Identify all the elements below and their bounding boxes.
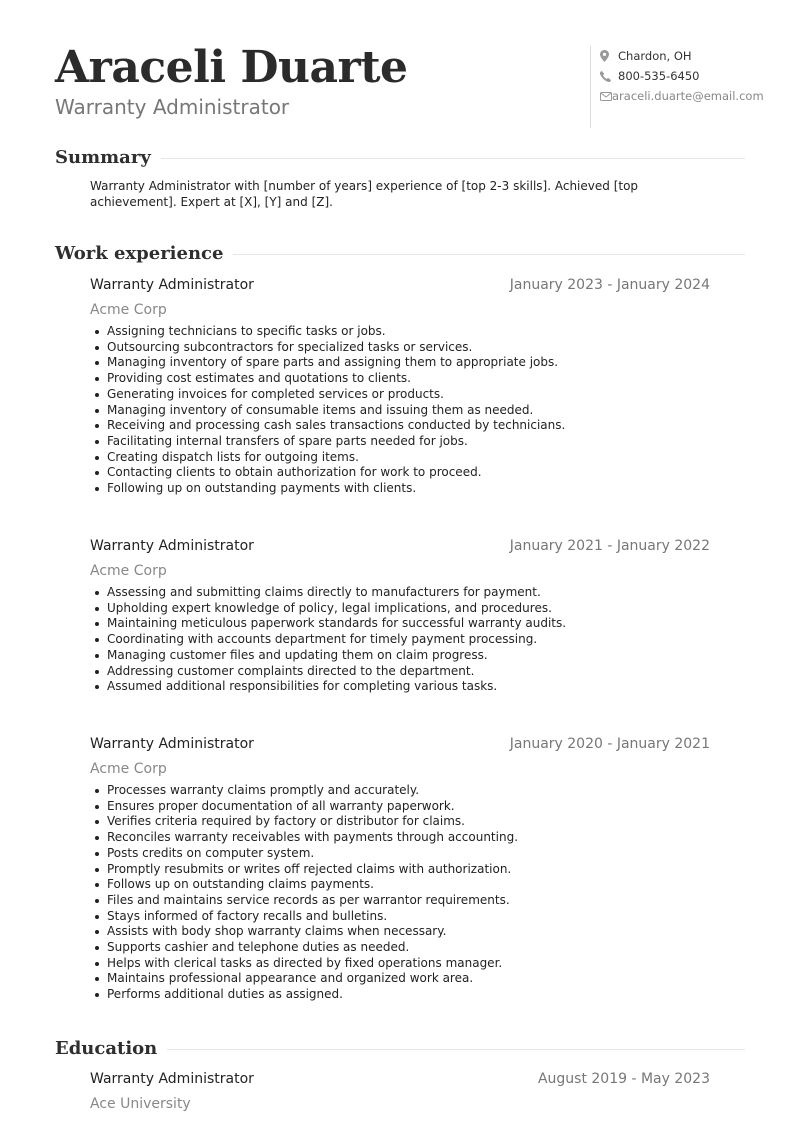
school-name: Ace University <box>90 1096 191 1112</box>
location-text: Chardon, OH <box>618 49 692 63</box>
education-heading: Education <box>55 1038 158 1059</box>
email-link[interactable]: araceli.duarte@email.com <box>612 89 764 103</box>
summary-text: Warranty Administrator with [number of years] experience of [top 2-3 skills]. Achieved [top achievement]. Expert at [X], [Y] and [Z]. <box>90 179 639 209</box>
list-item: Promptly resubmits or writes off rejected claims with authorization. <box>90 862 710 878</box>
work-heading: Work experience <box>55 243 224 264</box>
job-entry <box>90 536 710 695</box>
job-bullets <box>90 783 710 1003</box>
list-item: Performs additional duties as assigned. <box>90 987 710 1003</box>
section-divider <box>161 158 745 159</box>
resume-header <box>55 40 764 130</box>
job-title: Warranty Administrator <box>90 277 254 293</box>
list-item: Follows up on outstanding claims payments. <box>90 877 710 893</box>
section-divider <box>167 1049 745 1050</box>
map-pin-icon <box>600 50 618 62</box>
list-item: Upholding expert knowledge of policy, legal implications, and procedures. <box>90 601 710 617</box>
list-item: Posts credits on computer system. <box>90 846 710 862</box>
list-item: Assumed additional responsibilities for completing various tasks. <box>90 679 710 695</box>
job-company: Acme Corp <box>90 302 167 318</box>
job-bullets <box>90 324 710 497</box>
job-dates: January 2023 - January 2024 <box>509 277 710 293</box>
job-bullets <box>90 585 710 695</box>
list-item: Processes warranty claims promptly and accurately. <box>90 783 710 799</box>
list-item: Addressing customer complaints directed to the department. <box>90 664 710 680</box>
list-item: Assists with body shop warranty claims when necessary. <box>90 924 710 940</box>
contact-block <box>590 46 764 128</box>
contact-phone <box>600 66 760 86</box>
list-item: Stays informed of factory recalls and bulletins. <box>90 909 710 925</box>
job-company: Acme Corp <box>90 563 167 579</box>
summary-heading: Summary <box>55 147 151 168</box>
list-item: Files and maintains service records as per warrantor requirements. <box>90 893 710 909</box>
phone-text: 800-535-6450 <box>618 69 700 83</box>
list-item: Facilitating internal transfers of spare parts needed for jobs. <box>90 434 710 450</box>
list-item: Receiving and processing cash sales transactions conducted by technicians. <box>90 418 710 434</box>
education-entry <box>90 1069 710 1118</box>
mail-icon <box>600 92 612 101</box>
education-dates: August 2019 - May 2023 <box>537 1071 710 1087</box>
contact-email <box>600 86 764 106</box>
job-title: Warranty Administrator <box>90 736 254 752</box>
list-item: Assigning technicians to specific tasks or jobs. <box>90 324 710 340</box>
list-item: Creating dispatch lists for outgoing items. <box>90 450 710 466</box>
list-item: Assessing and submitting claims directly to manufacturers for payment. <box>90 585 710 601</box>
list-item: Contacting clients to obtain authorization for work to proceed. <box>90 465 710 481</box>
list-item: Managing inventory of consumable items and issuing them as needed. <box>90 403 710 419</box>
list-item: Reconciles warranty receivables with payments through accounting. <box>90 830 710 846</box>
list-item: Managing customer files and updating them on claim progress. <box>90 648 710 664</box>
list-item: Verifies criteria required by factory or distributor for claims. <box>90 814 710 830</box>
job-title: Warranty Administrator <box>90 538 254 554</box>
list-item: Managing inventory of spare parts and assigning them to appropriate jobs. <box>90 355 710 371</box>
job-entry <box>90 734 710 1003</box>
work-section-header <box>55 242 745 266</box>
education-section-header <box>55 1037 745 1061</box>
job-company: Acme Corp <box>90 761 167 777</box>
section-divider <box>233 254 745 255</box>
list-item: Outsourcing subcontractors for specialized tasks or services. <box>90 340 710 356</box>
job-entry <box>90 275 710 497</box>
list-item: Maintains professional appearance and organized work area. <box>90 971 710 987</box>
phone-icon <box>600 71 618 82</box>
list-item: Generating invoices for completed services or products. <box>90 387 710 403</box>
candidate-title: Warranty Administrator <box>55 95 290 119</box>
list-item: Maintaining meticulous paperwork standards for successful warranty audits. <box>90 616 710 632</box>
candidate-name: Araceli Duarte <box>55 42 408 93</box>
list-item: Supports cashier and telephone duties as needed. <box>90 940 710 956</box>
job-dates: January 2020 - January 2021 <box>509 736 710 752</box>
list-item: Coordinating with accounts department for timely payment processing. <box>90 632 710 648</box>
job-dates: January 2021 - January 2022 <box>509 538 710 554</box>
list-item: Following up on outstanding payments with clients. <box>90 481 710 497</box>
degree-title: Warranty Administrator <box>90 1071 254 1087</box>
list-item: Providing cost estimates and quotations to clients. <box>90 371 710 387</box>
list-item: Helps with clerical tasks as directed by fixed operations manager. <box>90 956 710 972</box>
list-item: Ensures proper documentation of all warranty paperwork. <box>90 799 710 815</box>
summary-section-header <box>55 146 745 170</box>
contact-location <box>600 46 760 66</box>
